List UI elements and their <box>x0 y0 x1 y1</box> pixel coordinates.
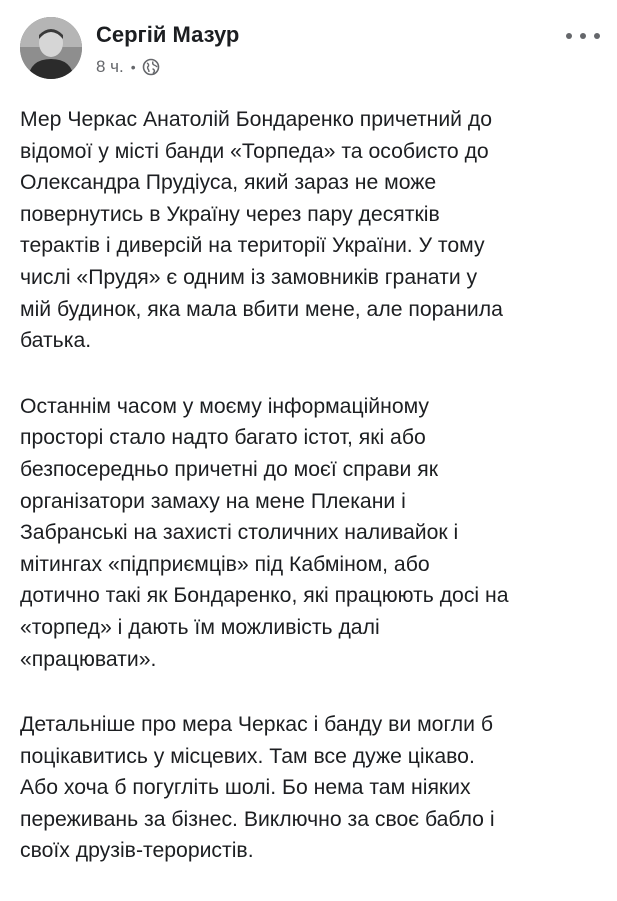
post-paragraph-2: Останнім часом у моєму інформаційному просторі стало надто багато істот, які або безпосередньо причетні до моєї справи як організатори замаху на мене Плекани і Забранські на захисті столичних наливайок і мітингах «підприємців» під Кабміном, або дотично такі як Бондаренко, які працюють досі на «торпед» і дають їм можливість далі «працювати». <box>20 394 509 671</box>
author-name[interactable]: Сергій Мазур <box>96 22 240 47</box>
meta-separator: • <box>130 59 136 75</box>
author-avatar[interactable] <box>20 17 82 79</box>
post-paragraph-3: Детальніше про мера Черкас і банду ви могли б поцікавитись у місцевих. Там все дуже цікаво. Або хоча б погугліть шолі. Бо нема там ніяких переживань за бізнес. Виключно за своє бабло і своїх друзів-терористів. <box>20 713 495 863</box>
post-paragraph-1: Мер Черкас Анатолій Бондаренко причетний до відомої у місті банди «Торпеда» та особисто до Олександра Прудіуса, який зараз не може повернутись в Україну через пару десятків терактів і диверсій на території України. У тому числі «Прудя» є одним із замовників гранати у мій будинок, яка мала вбити мене, але поранила батька. <box>20 108 503 353</box>
more-dot <box>580 33 586 39</box>
post-timestamp[interactable]: 8 ч. <box>96 57 124 76</box>
post-body <box>20 104 610 901</box>
globe-icon[interactable] <box>142 58 160 76</box>
more-dot <box>594 33 600 39</box>
more-dot <box>566 33 572 39</box>
more-options-icon[interactable] <box>566 26 600 46</box>
post-header <box>20 12 600 88</box>
post-meta <box>96 56 160 78</box>
avatar-photo <box>20 17 82 79</box>
